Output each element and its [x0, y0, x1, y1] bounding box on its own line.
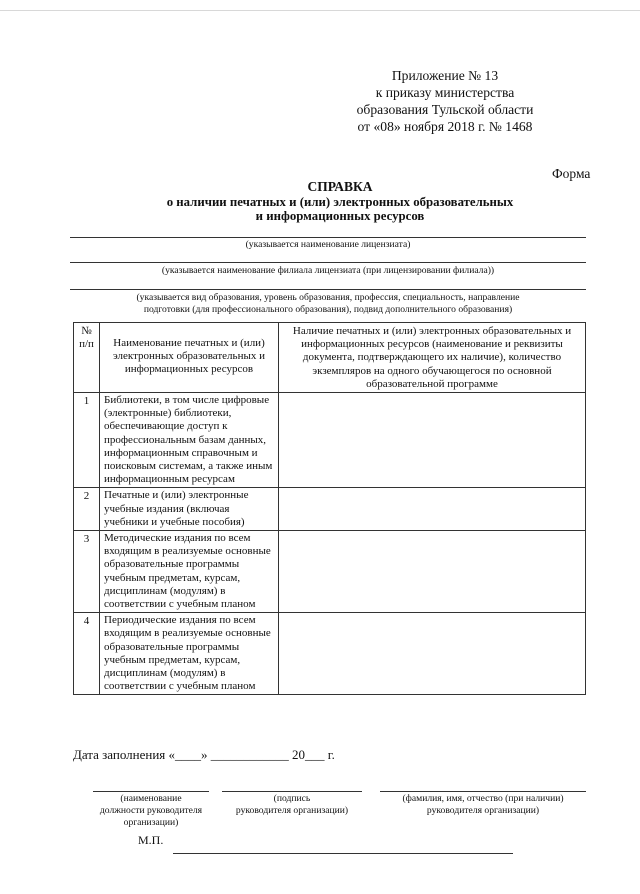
form-label: Форма	[552, 166, 591, 181]
row-num: 1	[74, 393, 100, 488]
fio-caption	[380, 793, 586, 817]
appendix-line-2: к приказу министерства	[375, 85, 515, 100]
education-fill-line[interactable]	[70, 289, 586, 290]
header-availability: Наличие печатных и (или) электронных образовательных и информационных ресурсов (наименование и реквизиты документа, подтверждающего их наличие), количество экземпляров на одного обучающегося по основной образовательной программе	[279, 323, 586, 393]
row-num: 3	[74, 531, 100, 613]
fio-caption-line-1: (фамилия, имя, отчество (при наличии)	[402, 793, 564, 804]
fio-line[interactable]	[380, 791, 586, 792]
fill-date-line[interactable]: Дата заполнения «____» ____________ 20___ г.	[73, 747, 335, 762]
header-name: Наименование печатных и (или) электронных образовательных и информационных ресурсов	[100, 323, 279, 393]
row-name: Методические издания по всем входящим в реализуемые основные образовательные программы учебным предметам, курсам, дисциплинам (модулям) в соответствии с учебным планом	[100, 531, 279, 613]
header-num: № п/п	[74, 323, 100, 393]
resources-table	[73, 322, 586, 695]
appendix-header	[330, 67, 560, 135]
org-caption-line-3: организации)	[123, 817, 179, 828]
table-row	[74, 613, 586, 695]
appendix-line-1: Приложение № 13	[391, 68, 499, 83]
table-row	[74, 488, 586, 531]
table-row	[74, 531, 586, 613]
row-name: Периодические издания по всем входящим в реализуемые основные образовательные программы учебным предметам, курсам, дисциплинам (модулям) в соответствии с учебным планом	[100, 613, 279, 695]
licensee-caption: (указывается наименование лицензиата)	[245, 239, 411, 250]
title-line-2: и информационных ресурсов	[255, 209, 425, 223]
education-caption-line-1: (указывается вид образования, уровень образования, профессия, специальность, направление	[136, 292, 520, 303]
row-value-cell[interactable]	[279, 393, 586, 488]
row-num: 4	[74, 613, 100, 695]
document-title	[140, 180, 540, 224]
row-value-cell[interactable]	[279, 488, 586, 531]
branch-fill-line[interactable]	[70, 262, 586, 263]
education-caption-line-2: подготовки (для профессионального образования), подвид дополнительного образования)	[143, 304, 513, 315]
org-caption-line-1: (наименование	[120, 793, 182, 804]
row-value-cell[interactable]	[279, 531, 586, 613]
signature-caption-line-1: (подпись	[273, 793, 311, 804]
signature-caption-line-2: руководителя организации)	[235, 805, 349, 816]
org-position-line[interactable]	[93, 791, 209, 792]
row-name: Печатные и (или) электронные учебные издания (включая учебники и учебные пособия)	[100, 488, 279, 531]
org-position-caption	[83, 793, 219, 829]
scan-edge-line	[0, 10, 640, 11]
table-row	[74, 393, 586, 488]
row-value-cell[interactable]	[279, 613, 586, 695]
row-num: 2	[74, 488, 100, 531]
stamp-label: М.П.	[138, 833, 164, 847]
appendix-line-4: от «08» ноября 2018 г. № 1468	[357, 119, 533, 134]
table-header-row	[74, 323, 586, 393]
title-line-1: о наличии печатных и (или) электронных образовательных	[166, 194, 514, 209]
signature-caption	[217, 793, 367, 817]
appendix-line-3: образования Тульской области	[356, 102, 534, 117]
title-heading: СПРАВКА	[307, 179, 373, 194]
branch-caption: (указывается наименование филиала лицензиата (при лицензировании филиала))	[161, 265, 495, 276]
licensee-fill-line[interactable]	[70, 237, 586, 238]
row-name: Библиотеки, в том числе цифровые (электронные) библиотеки, обеспечивающие доступ к профессиональным базам данных, информационным справочным и поисковым системам, а также иным информационным ресурсам	[100, 393, 279, 488]
bottom-line	[173, 853, 513, 854]
org-caption-line-2: должности руководителя	[99, 805, 203, 816]
signature-line[interactable]	[222, 791, 362, 792]
education-caption	[70, 292, 586, 316]
fio-caption-line-2: руководителя организации)	[426, 805, 540, 816]
